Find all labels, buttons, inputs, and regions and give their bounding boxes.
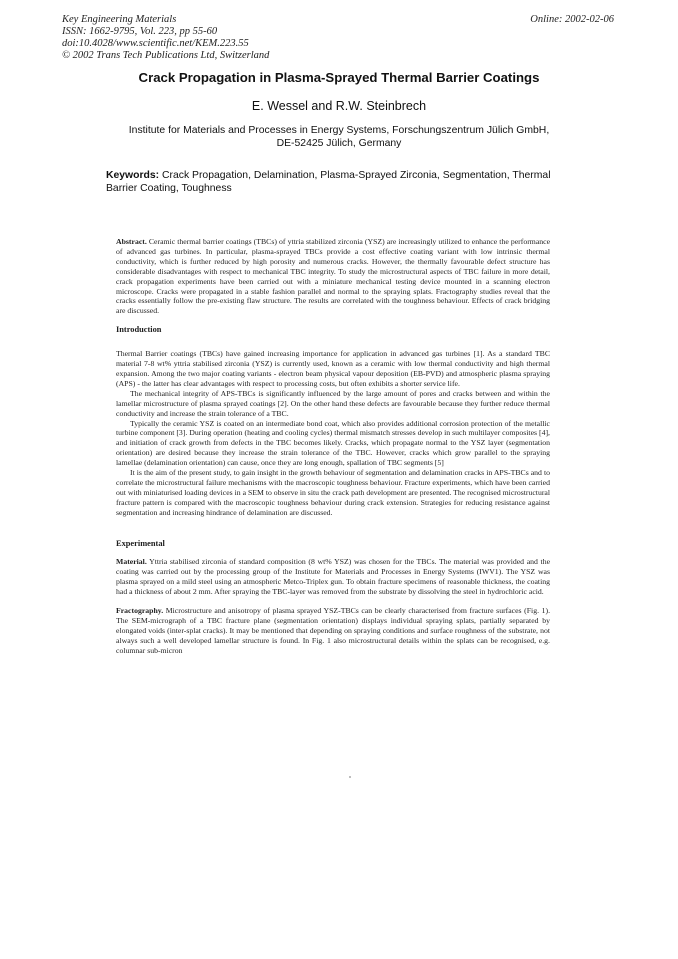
fractography-text: Microstructure and anisotropy of plasma sprayed YSZ-TBCs can be clearly characterised from fracture surfaces (Fig. 1). The SEM-micrograph of a TBC fracture plane (segmentation orientation) displays individual spraying splats, partially separated by elongated voids (inter-splat cracks). It may be mentioned that depending on spraying conditions and surface roughness of the substrate, not always such a well developed lamellar structure is found. In Fig. 1 also microstructural details within the splats can be recognised, e.g. columnar sub-micron — [116, 606, 551, 655]
keywords-text: Crack Propagation, Delamination, Plasma-Sprayed Zirconia, Segmentation, Thermal Barrier Coating, Toughness — [106, 170, 551, 194]
online-date: Online: 2002-02-06 — [530, 14, 614, 25]
intro-paragraph-1: Thermal Barrier coatings (TBCs) have gained increasing importance for application in advanced gas turbines [1]. As a standard TBC material 7-8 wt% yttria stabilised zirconia (YSZ) is currently used, known as a ceramic with low thermal conductivity and high thermal expansion. Among the two major coating variants - electron beam physical vapour deposition (EB-PVD) and atmospheric plasma spraying (APS) - the latter has clear advantages with respect to processing costs, but often exhibits a shorter service life. — [116, 349, 550, 388]
doi-line[interactable]: doi:10.4028/www.scientific.net/KEM.223.55 — [62, 38, 249, 49]
abstract-text: Ceramic thermal barrier coatings (TBCs) of yttria stabilized zirconia (YSZ) are increasingly utilized to enhance the performance of advanced gas turbines. In particular, plasma-sprayed TBCs provide a cost effective coating variant with low intrinsic thermal conductivity, which is further reduced by high porosity and numerous cracks. However, the thermally favourable defect structure has considerable disadvantages with respect to mechanical TBC integrity. To study the microstructural aspects of TBC failure in more detail, crack propagation experiments have been carried out with a miniature mechanical testing device mounted in a scanning electron microscope. Cracks were propagated in a stable fashion parallel and normal to the spraying splats. Fractography studies reveal that the cracks essentially follow the pre-existing flaw structure. The results are correlated with the toughness behaviour. Effects of crack bridging are discussed. — [116, 237, 551, 316]
intro-paragraph-2: The mechanical integrity of APS-TBCs is significantly influenced by the large amount of pores and cracks between and within the lamellar microstructure of plasma sprayed coatings [2]. On the other hand these defects are favourable because they further reduce thermal conductivity and increase the strain tolerance of a TBC. — [116, 388, 550, 418]
journal-name: Key Engineering Materials — [62, 14, 177, 25]
keywords-label: Keywords: — [106, 170, 160, 181]
copyright-line: © 2002 Trans Tech Publications Ltd, Switzerland — [62, 50, 270, 61]
material-label: Material. — [116, 557, 147, 567]
keywords — [106, 169, 556, 195]
journal-header — [62, 14, 269, 62]
introduction-heading: Introduction — [116, 325, 162, 335]
material-text: Yttria stabilised zirconia of standard composition (8 wt% YSZ) was chosen for the TBCs. The material was provided and the coating was carried out by the processing group of the Institute for Materials and Processes in Energy Systems (IWV1). The YSZ was plasma sprayed on a mild steel using an atmospheric Metco-Triplex gun. To obtain fracture specimens of reasonable thickness, the coating had a thickness of about 2 mm. After spraying the TBC-layer was removed from the substrate by dissolving the steel in hydrochloric acid. — [116, 557, 551, 597]
intro-paragraph-4: It is the aim of the present study, to gain insight in the growth behaviour of segmentation and delamination cracks in APS-TBCs and to correlate the microstructural failure mechanisms with the macroscopic toughness behaviour. Fracture experiments, which have been carried out with miniaturised loading devices in a SEM to observe in situ the crack path development are presented. The recognised microstructural fracture pattern is compared with the macroscopic toughness behaviour during crack extension. Strategies for reducing resistance against segmentation and increasing hindrance of delamination are discussed. — [116, 468, 550, 517]
affiliation-line-1: Institute for Materials and Processes in Energy Systems, Forschungszentrum Jülich GmbH, — [128, 125, 550, 136]
paper-title: Crack Propagation in Plasma-Sprayed Thermal Barrier Coatings — [138, 70, 540, 85]
experimental-heading: Experimental — [116, 538, 165, 548]
page-speck — [349, 776, 351, 778]
abstract — [116, 237, 550, 316]
fractography-label: Fractography. — [116, 606, 164, 616]
paper-authors: E. Wessel and R.W. Steinbrech — [251, 99, 427, 113]
abstract-label: Abstract. — [116, 237, 147, 246]
affiliation — [100, 124, 578, 150]
affiliation-line-2: DE-52425 Jülich, Germany — [276, 138, 402, 149]
intro-paragraph-3: Typically the ceramic YSZ is coated on an intermediate bond coat, which also provides additional corrosion protection of the metallic turbine component [3]. During operation (heating and cooling cycles) thermal mismatch stresses develop in such multilayer composites [4], and initiation of crack growth from defects in the TBC becomes likely. Cracks, which propagate normal to the YSZ layer (segmentation orientation) are desired because they increase the strain tolerance of the TBC. However, cracks which grow parallel to the spraying lamellae (delamination orientation) can cause, once they are long enough, spallation of TBC segments [5] — [116, 418, 550, 468]
fractography-paragraph — [116, 606, 550, 656]
material-paragraph — [116, 557, 550, 597]
paper-body — [116, 237, 550, 656]
issn-line: ISSN: 1662-9795, Vol. 223, pp 55-60 — [62, 26, 218, 37]
